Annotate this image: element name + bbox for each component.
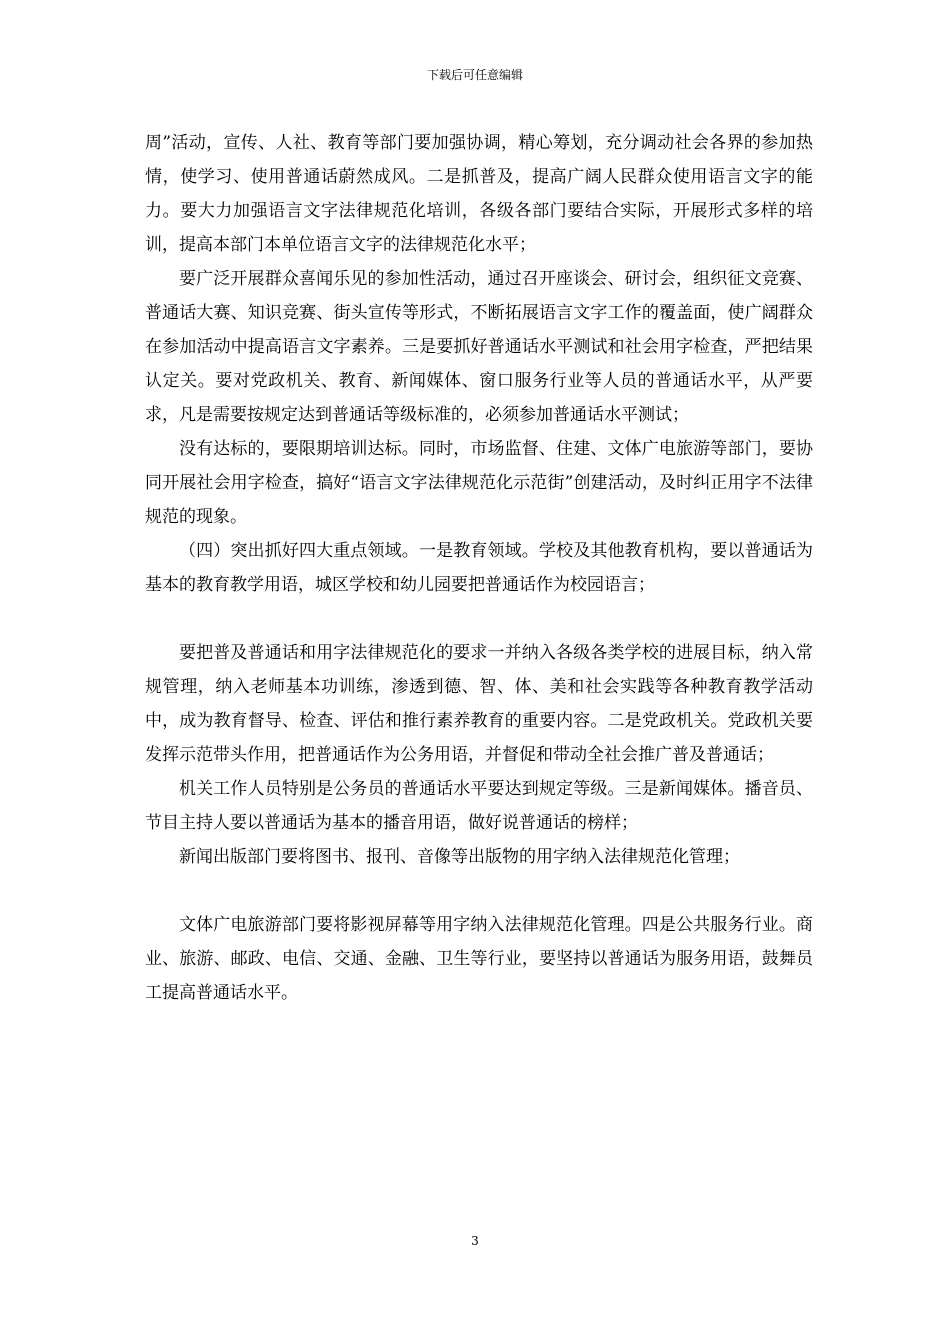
paragraph-5: 要把普及普通话和用字法律规范化的要求一并纳入各级各类学校的进展目标，纳入常规管理，纳入老师基本功训练，渗透到德、智、体、美和社会实践等各种教育教学活动中，成为教育督导、检查、评估和推行素养教育的重要内容。二是党政机关。党政机关要发挥示范带头作用，把普通话作为公务用语，并督促和带动全社会推广普及普通话； <box>145 643 813 765</box>
page-number: 3 <box>471 1234 479 1248</box>
paragraph-6: 机关工作人员特别是公务员的普通话水平要达到规定等级。三是新闻媒体。播音员、节目主持人要以普通话为基本的播音用语，做好说普通话的榜样； <box>145 779 813 833</box>
paragraph-2: 要广泛开展群众喜闻乐见的参加性活动，通过召开座谈会、研讨会，组织征文竞赛、普通话大赛、知识竞赛、街头宣传等形式，不断拓展语言文字工作的覆盖面，使广阔群众在参加活动中提高语言文字素养。三是要抓好普通话水平测试和社会用字检查，严把结果认定关。要对党政机关、教育、新闻媒体、窗口服务行业等人员的普通话水平，从严要求，凡是需要按规定达到普通话等级标准的，必须参加普通话水平测试； <box>145 269 813 425</box>
paragraph-3: 没有达标的，要限期培训达标。同时，市场监督、住建、文体广电旅游等部门，要协同开展社会用字检查，搞好“语言文字法律规范化示范街”创建活动，及时纠正用字不法律规范的现象。 <box>145 439 813 527</box>
paragraph-4: （四）突出抓好四大重点领域。一是教育领域。学校及其他教育机构，要以普通话为基本的教育教学用语，城区学校和幼儿园要把普通话作为校园语言； <box>145 541 813 595</box>
paragraph-7: 新闻出版部门要将图书、报刊、音像等出版物的用字纳入法律规范化管理； <box>179 847 740 867</box>
paragraph-8: 文体广电旅游部门要将影视屏幕等用字纳入法律规范化管理。四是公共服务行业。商业、旅游、邮政、电信、交通、金融、卫生等行业，要坚持以普通话为服务用语，鼓舞员工提高普通话水平。 <box>145 915 813 1003</box>
paragraph-1: 周”活动，宣传、人社、教育等部门要加强协调，精心筹划，充分调动社会各界的参加热情，使学习、使用普通话蔚然成风。二是抓普及，提高广阔人民群众使用语言文字的能力。要大力加强语言文字法律规范化培训，各级各部门要结合实际，开展形式多样的培训，提高本部门本单位语言文字的法律规范化水平； <box>145 133 813 255</box>
page-header: 下载后可任意编辑 <box>426 68 523 82</box>
document-body <box>145 126 813 1010</box>
